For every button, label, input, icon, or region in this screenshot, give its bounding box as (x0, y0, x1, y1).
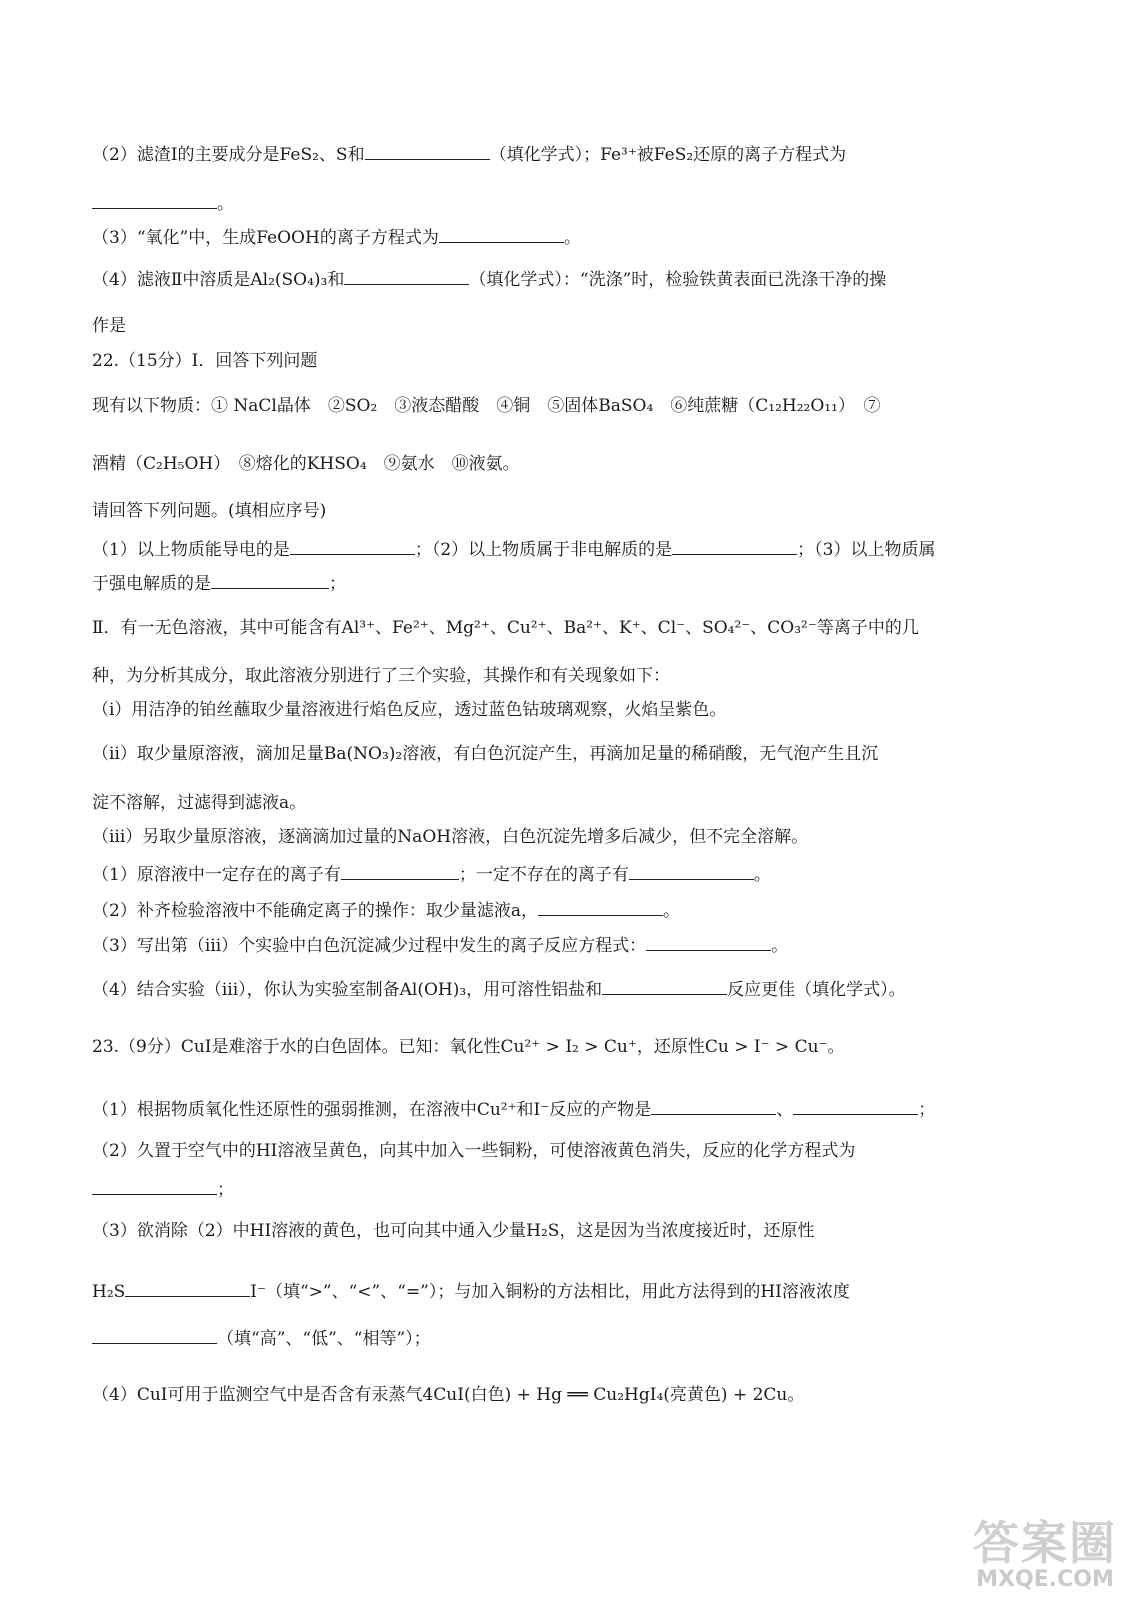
q23-part4: （4）CuI可用于监测空气中是否含有汞蒸气4CuI(白色) + Hg ══ Cu₂HgI₄(亮黄色) + 2Cu。 (92, 1385, 805, 1405)
q23-part3-line1: （3）欲消除（2）中HI溶液的黄色，也可向其中通入少量H₂S，这是因为当浓度接近时，还原性 (92, 1221, 815, 1241)
answer-blank[interactable] (651, 1096, 776, 1115)
answer-blank[interactable] (92, 190, 217, 209)
answer-blank[interactable] (602, 976, 727, 995)
q22-II-part3: （3）写出第（ⅲ）个实验中白色沉淀减少过程中发生的离子反应方程式： 。 (92, 932, 788, 957)
answer-blank[interactable] (290, 536, 415, 555)
q21-part4-line2: 作是 (92, 316, 126, 336)
answer-blank[interactable] (538, 897, 663, 916)
answer-blank[interactable] (211, 570, 329, 589)
answer-blank[interactable] (92, 1325, 217, 1344)
q22-II-part4: （4）结合实验（ⅲ），你认为实验室制备Al(OH)₃，用可溶性铝盐和 反应更佳（填化学式）。 (92, 976, 906, 1001)
answer-blank[interactable] (365, 141, 490, 160)
q23-part2-line1: （2）久置于空气中的HI溶液呈黄色，向其中加入一些铜粉，可使溶液黄色消失，反应的化学方程式为 (92, 1141, 856, 1161)
answer-blank[interactable] (125, 1278, 250, 1297)
q22-part1-line2: 于强电解质的是 ； (92, 570, 346, 595)
q22-II-intro-2: 种，为分析其成分，取此溶液分别进行了三个实验，其操作和有关现象如下： (92, 666, 670, 686)
q22-substance-list-2: 酒精（C₂H₅OH） ⑧熔化的KHSO₄ ⑨氨水 ⑩液氨。 (92, 454, 520, 474)
experiment-iii: （ⅲ）另取少量原溶液，逐滴滴加过量的NaOH溶液，白色沉淀先增多后减少，但不完全溶解。 (92, 827, 809, 847)
experiment-i: （ⅰ）用洁净的铂丝蘸取少量溶液进行焰色反应，透过蓝色钴玻璃观察，火焰呈紫色。 (92, 700, 727, 720)
q22-II-part2: （2）补齐检验溶液中不能确定离子的操作：取少量滤液a， 。 (92, 897, 680, 922)
q21-part3: （3）“氧化”中，生成FeOOH的离子方程式为 。 (92, 224, 581, 249)
q22-instruction: 请回答下列问题。(填相应序号) (92, 501, 327, 521)
q22-substance-list-1: 现有以下物质：① NaCl晶体 ②SO₂ ③液态醋酸 ④铜 ⑤固体BaSO₄ ⑥纯蔗糖（C₁₂H₂₂O₁₁） ⑦ (92, 396, 881, 416)
q21-part4-line1: （4）滤液Ⅱ中溶质是Al₂(SO₄)₃和 （填化学式）：“洗涤”时，检验铁黄表面已洗涤干净的操 (92, 266, 886, 291)
q22-heading: 22.（15分）I．回答下列问题 (92, 351, 318, 371)
q23-heading: 23.（9分）CuI是难溶于水的白色固体。已知：氧化性Cu²⁺ > I₂ > Cu⁺，还原性Cu > I⁻ > Cu⁻。 (92, 1037, 845, 1057)
experiment-ii-line1: （ⅱ）取少量原溶液，滴加足量Ba(NO₃)₂溶液，有白色沉淀产生，再滴加足量的稀硝酸，无气泡产生且沉 (92, 744, 879, 764)
answer-blank[interactable] (646, 932, 771, 951)
answer-blank[interactable] (92, 1176, 217, 1195)
q23-part1: （1）根据物质氧化性还原性的强弱推测，在溶液中Cu²⁺和I⁻反应的产物是 、 ； (92, 1096, 935, 1121)
watermark-url: MXQE.COM (976, 1567, 1114, 1592)
q22-II-intro-1: Ⅱ．有一无色溶液，其中可能含有Al³⁺、Fe²⁺、Mg²⁺、Cu²⁺、Ba²⁺、K⁺、Cl⁻、SO₄²⁻、CO₃²⁻等离子中的几 (92, 618, 919, 638)
q23-part3-line3: （填“高”、“低”、“相等”）； (92, 1325, 431, 1350)
answer-blank[interactable] (629, 861, 754, 880)
watermark (973, 1507, 1117, 1592)
experiment-ii-line2: 淀不溶解，过滤得到滤液a。 (92, 793, 307, 813)
watermark-logo: 答案圈 (973, 1516, 1117, 1570)
q22-part1-line1: （1）以上物质能导电的是 ；（2）以上物质属于非电解质的是 ；（3）以上物质属 (92, 536, 935, 561)
answer-blank[interactable] (439, 224, 564, 243)
answer-blank[interactable] (344, 266, 469, 285)
q22-II-part1: （1）原溶液中一定存在的离子有 ；一定不存在的离子有 。 (92, 861, 771, 886)
q23-part2-line2: ； (92, 1176, 234, 1201)
answer-blank[interactable] (793, 1096, 918, 1115)
answer-blank[interactable] (672, 536, 797, 555)
q23-part3-line2: H₂S I⁻（填“>”、“<”、“=”）；与加入铜粉的方法相比，用此方法得到的HI溶液浓度 (92, 1278, 850, 1303)
q21-part2-line2: 。 (92, 190, 234, 215)
q21-part2-line1: （2）滤渣Ⅰ的主要成分是FeS₂、S和 （填化学式）；Fe³⁺被FeS₂还原的离子方程式为 (92, 141, 846, 166)
answer-blank[interactable] (341, 861, 459, 880)
